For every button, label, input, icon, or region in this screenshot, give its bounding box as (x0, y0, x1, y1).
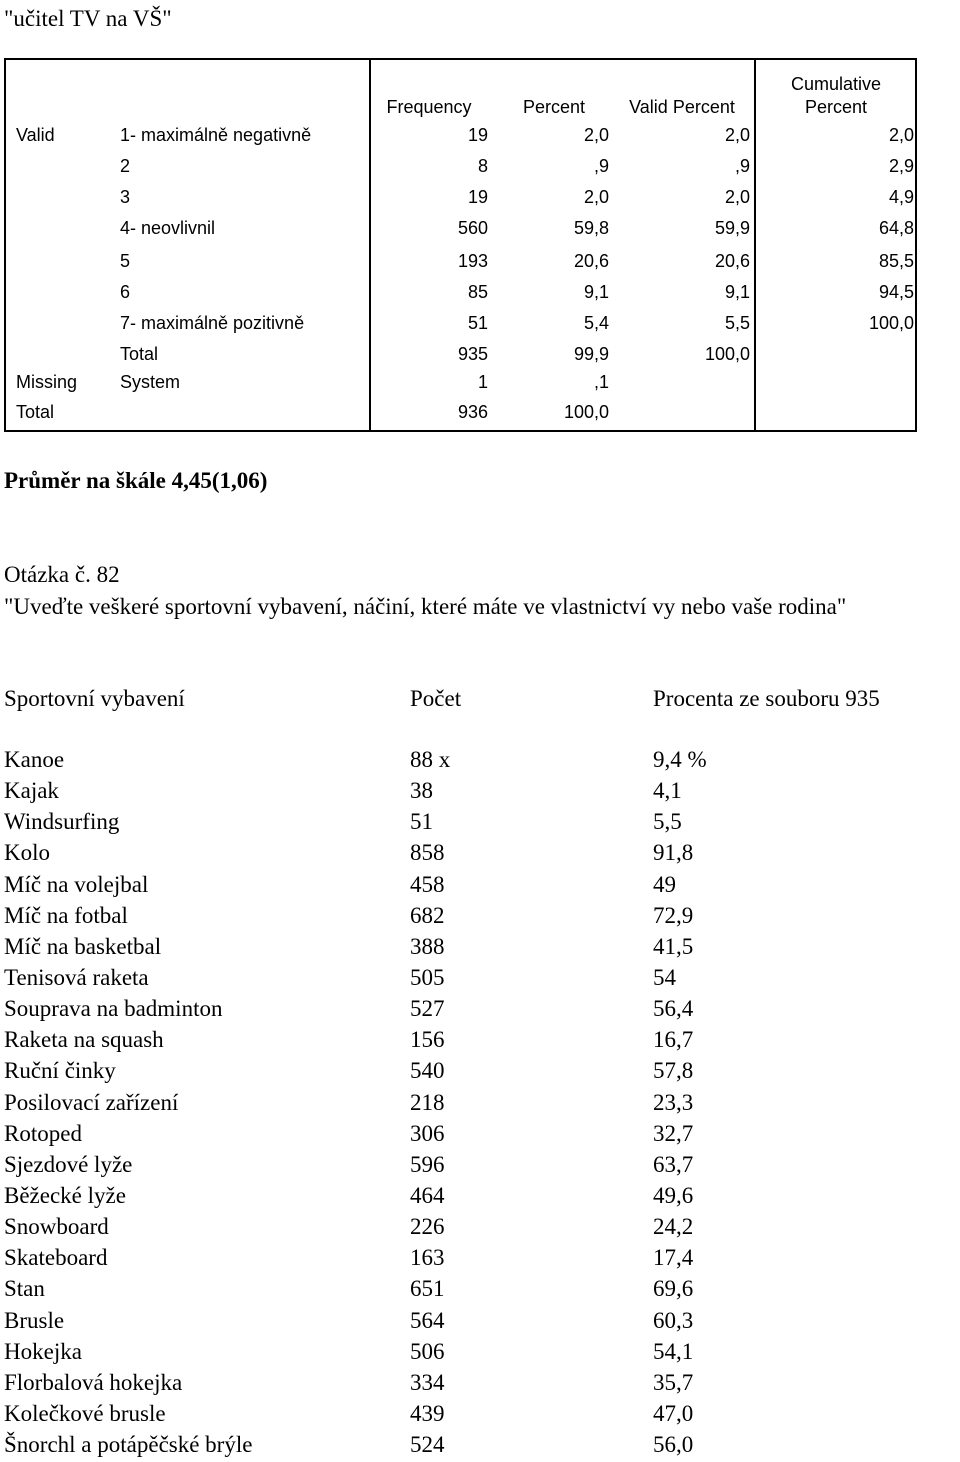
equipment-count: 51 (410, 809, 433, 835)
equipment-row (4, 1211, 954, 1242)
question-text: "Uveďte veškeré sportovní vybavení, náčiní, které máte ve vlastnictví vy nebo vaše rodina" (4, 594, 847, 619)
equipment-percent: 23,3 (653, 1089, 694, 1115)
equipment-count: 334 (410, 1369, 445, 1395)
equipment-count: 88 x (410, 747, 451, 772)
cell-valid-percent: ,9 (734, 156, 750, 176)
equipment-percent: 54 (653, 964, 676, 990)
equipment-row (4, 1273, 954, 1304)
equipment-count: 218 (410, 1089, 445, 1115)
equipment-row (4, 900, 954, 931)
equipment-count: 388 (410, 933, 445, 959)
equipment-row (4, 1336, 954, 1367)
cell-percent: 2,0 (583, 187, 609, 207)
cell-valid-percent: 2,0 (724, 125, 750, 145)
equipment-row (4, 993, 954, 1024)
cell-frequency: 936 (457, 402, 488, 422)
equipment-row (4, 1024, 954, 1055)
row-category-label: 5 (120, 251, 131, 271)
equipment-percent: 41,5 (653, 933, 694, 959)
question-number: Otázka č. 82 (4, 562, 120, 587)
cell-frequency: 193 (457, 251, 488, 271)
equipment-count: 306 (410, 1120, 445, 1146)
equipment-row (4, 1242, 954, 1273)
equipment-percent: 17,4 (653, 1245, 694, 1271)
equipment-percent: 60,3 (653, 1307, 694, 1333)
header-count: Počet (410, 686, 462, 711)
cell-cumulative: 100,0 (868, 313, 914, 333)
equipment-row (4, 1180, 954, 1211)
equipment-count: 596 (410, 1151, 445, 1177)
cell-valid-percent: 20,6 (714, 251, 750, 271)
equipment-name: Windsurfing (4, 809, 120, 835)
equipment-row (4, 1055, 954, 1086)
cell-frequency: 8 (477, 156, 488, 176)
header-percent: Percent (522, 97, 586, 117)
equipment-count: 527 (410, 996, 445, 1022)
equipment-count: 858 (410, 840, 445, 866)
cell-percent: ,1 (593, 372, 609, 392)
row-group-label: Valid (16, 125, 55, 145)
equipment-row (4, 931, 954, 962)
equipment-name: Kolečkové brusle (4, 1400, 166, 1426)
equipment-count: 564 (410, 1307, 445, 1333)
header-cumulative: Cumulative (790, 74, 882, 94)
equipment-row (4, 1118, 954, 1149)
equipment-name: Brusle (4, 1307, 65, 1333)
equipment-name: Kolo (4, 840, 50, 866)
header-percent-of-sample: Procenta ze souboru 935 (653, 686, 880, 711)
table-divider (754, 60, 756, 430)
equipment-count: 464 (410, 1182, 445, 1208)
equipment-percent: 63,7 (653, 1151, 694, 1177)
header-frequency: Frequency (386, 97, 472, 117)
cell-percent: ,9 (593, 156, 609, 176)
equipment-row (4, 806, 954, 837)
equipment-count: 439 (410, 1400, 445, 1426)
equipment-row (4, 1367, 954, 1398)
equipment-name: Raketa na squash (4, 1027, 164, 1053)
equipment-name: Kanoe (4, 747, 65, 772)
equipment-name: Rotoped (4, 1120, 82, 1146)
equipment-percent: 49,6 (653, 1182, 694, 1208)
row-category-label: 6 (120, 282, 131, 302)
equipment-name: Florbalová hokejka (4, 1369, 183, 1395)
equipment-count: 505 (410, 964, 445, 990)
cell-frequency: 1 (477, 372, 488, 392)
equipment-percent: 69,6 (653, 1276, 694, 1302)
cell-percent: 5,4 (583, 313, 609, 333)
table-divider (369, 60, 371, 430)
equipment-count: 156 (410, 1027, 445, 1053)
cell-percent: 59,8 (573, 218, 609, 238)
equipment-percent: 32,7 (653, 1120, 694, 1146)
equipment-row (4, 869, 954, 900)
equipment-percent: 57,8 (653, 1058, 694, 1084)
equipment-name: Šnorchl a potápěčské brýle (4, 1432, 253, 1458)
cell-cumulative: 2,0 (888, 125, 914, 145)
equipment-list (4, 744, 954, 1460)
equipment-percent: 4,1 (653, 778, 682, 804)
equipment-name: Posilovací zařízení (4, 1089, 179, 1115)
cell-percent: 20,6 (573, 251, 609, 271)
cell-frequency: 51 (467, 313, 488, 333)
row-category-label: 4- neovlivnil (120, 218, 216, 238)
equipment-count: 651 (410, 1276, 445, 1302)
frequency-table (4, 58, 917, 432)
equipment-count: 458 (410, 871, 445, 897)
equipment-name: Běžecké lyže (4, 1182, 126, 1208)
row-category-label: System (120, 372, 181, 392)
row-group-label: Missing (16, 372, 78, 392)
equipment-name: Hokejka (4, 1338, 82, 1364)
cell-frequency: 560 (457, 218, 488, 238)
row-category-label: 7- maximálně pozitivně (120, 313, 305, 333)
equipment-name: Stan (4, 1276, 45, 1302)
equipment-name: Souprava na badminton (4, 996, 223, 1022)
cell-cumulative: 94,5 (878, 282, 914, 302)
equipment-row (4, 775, 954, 806)
row-category-label: 1- maximálně negativně (120, 125, 312, 145)
equipment-name: Snowboard (4, 1214, 109, 1240)
header-valid-percent: Valid Percent (629, 97, 735, 117)
cell-valid-percent: 59,9 (714, 218, 750, 238)
equipment-percent: 56,0 (653, 1432, 694, 1458)
row-category-label: Total (120, 344, 159, 364)
equipment-percent: 9,4 % (653, 747, 707, 772)
equipment-row (4, 1429, 954, 1460)
equipment-row (4, 1398, 954, 1429)
equipment-name: Míč na basketbal (4, 933, 162, 959)
cell-percent: 9,1 (583, 282, 609, 302)
document-title: "učitel TV na VŠ" (4, 6, 172, 31)
equipment-name: Míč na volejbal (4, 871, 149, 897)
equipment-name: Skateboard (4, 1245, 108, 1271)
equipment-percent: 49 (653, 871, 676, 897)
equipment-percent: 35,7 (653, 1369, 694, 1395)
equipment-percent: 5,5 (653, 809, 682, 835)
equipment-count: 226 (410, 1214, 445, 1240)
equipment-count: 163 (410, 1245, 445, 1271)
equipment-percent: 72,9 (653, 902, 694, 928)
cell-percent: 99,9 (573, 344, 609, 364)
equipment-row (4, 1149, 954, 1180)
equipment-row (4, 837, 954, 868)
scale-mean: Průměr na škále 4,45(1,06) (4, 468, 268, 493)
cell-percent: 100,0 (563, 402, 609, 422)
cell-frequency: 19 (467, 187, 488, 207)
equipment-count: 524 (410, 1432, 445, 1458)
equipment-name: Tenisová raketa (4, 964, 149, 990)
equipment-row (4, 1305, 954, 1336)
equipment-name: Ruční činky (4, 1058, 116, 1084)
equipment-percent: 56,4 (653, 996, 694, 1022)
header-cumulative-percent: Percent (804, 97, 868, 117)
cell-cumulative: 85,5 (878, 251, 914, 271)
cell-valid-percent: 9,1 (724, 282, 750, 302)
equipment-percent: 24,2 (653, 1214, 694, 1240)
equipment-name: Kajak (4, 778, 59, 804)
equipment-name: Míč na fotbal (4, 902, 128, 928)
cell-valid-percent: 5,5 (724, 313, 750, 333)
cell-valid-percent: 2,0 (724, 187, 750, 207)
equipment-header (4, 683, 954, 714)
row-category-label: 2 (120, 156, 131, 176)
cell-cumulative: 4,9 (888, 187, 914, 207)
equipment-row (4, 962, 954, 993)
equipment-count: 540 (410, 1058, 445, 1084)
row-category-label: 3 (120, 187, 131, 207)
equipment-count: 682 (410, 902, 445, 928)
equipment-percent: 16,7 (653, 1027, 694, 1053)
equipment-percent: 47,0 (653, 1400, 694, 1426)
cell-cumulative: 64,8 (878, 218, 914, 238)
cell-cumulative: 2,9 (888, 156, 914, 176)
cell-valid-percent: 100,0 (704, 344, 750, 364)
equipment-percent: 54,1 (653, 1338, 694, 1364)
equipment-count: 38 (410, 778, 433, 804)
cell-frequency: 935 (457, 344, 488, 364)
row-group-label: Total (16, 402, 55, 422)
cell-percent: 2,0 (583, 125, 609, 145)
header-equipment: Sportovní vybavení (4, 686, 185, 711)
cell-frequency: 85 (467, 282, 488, 302)
equipment-percent: 91,8 (653, 840, 694, 866)
equipment-count: 506 (410, 1338, 445, 1364)
cell-frequency: 19 (467, 125, 488, 145)
equipment-row (4, 1087, 954, 1118)
equipment-row (4, 744, 954, 775)
equipment-name: Sjezdové lyže (4, 1151, 133, 1177)
